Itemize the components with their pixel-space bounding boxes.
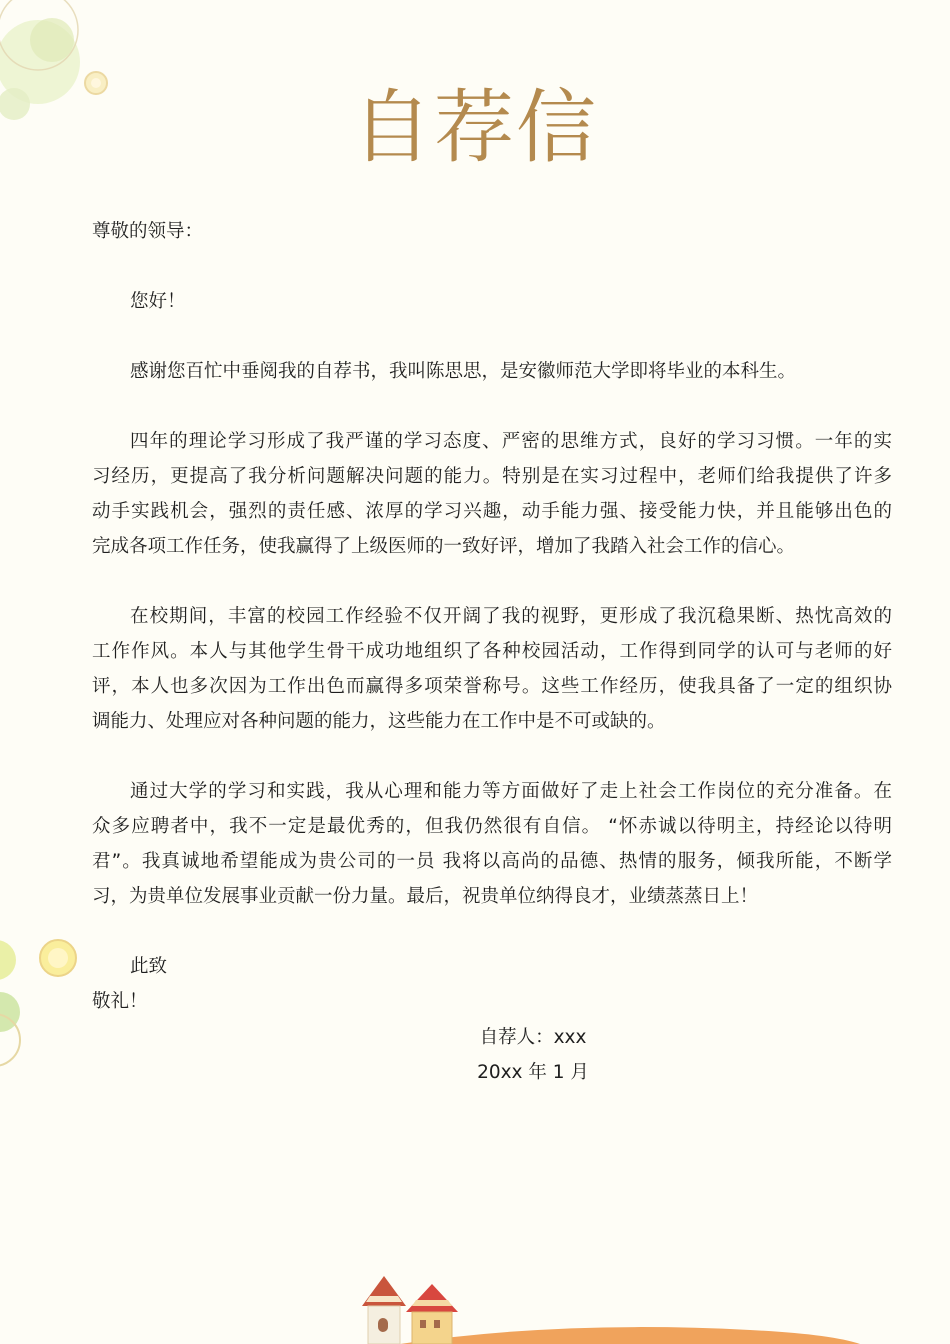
- paragraph-line: 君”。我真诚地希望能成为贵公司的一员 我将以高尚的品德、热情的服务，倾我所能，不断学: [92, 851, 892, 872]
- paragraph-line: 通过大学的学习和实践，我从心理和能力等方面做好了走上社会工作岗位的充分准备。在: [130, 781, 892, 802]
- castle-tower-icon: [362, 1276, 406, 1344]
- castle-tower-icon: [406, 1284, 458, 1344]
- closing-line-2: 敬礼！: [92, 991, 148, 1012]
- paragraph-line: 在校期间，丰富的校园工作经验不仅开阔了我的视野，更形成了我沉稳果断、热忱高效的: [130, 606, 892, 627]
- bubble-decoration: [0, 940, 16, 980]
- date: 20xx 年 1 月: [477, 1062, 589, 1083]
- signer: 自荐人：xxx: [479, 1027, 587, 1048]
- page-title: 自荐信: [352, 81, 598, 174]
- bubble-decoration: [30, 18, 74, 62]
- wave-decoration: [400, 1327, 860, 1344]
- paragraph-line: 完成各项工作任务，使我赢得了上级医师的一致好评，增加了我踏入社会工作的信心。: [92, 536, 796, 557]
- paragraph-line: 四年的理论学习形成了我严谨的学习态度、严密的思维方式，良好的学习习惯。一年的实: [130, 431, 892, 452]
- paragraph-line: 工作作风。本人与其他学生骨干成功地组织了各种校园活动，工作得到同学的认可与老师的好: [92, 641, 892, 662]
- paragraph-line: 动手实践机会，强烈的责任感、浓厚的学习兴趣，动手能力强、接受能力快，并且能够出色的: [92, 501, 892, 522]
- bubble-ring-decoration: [0, 0, 78, 70]
- greeting: 您好！: [130, 291, 186, 312]
- closing-line-1: 此致: [130, 956, 168, 977]
- bubble-decoration: [48, 948, 68, 968]
- paragraph-line: 习经历，更提高了我分析问题解决问题的能力。特别是在实习过程中，老师们给我提供了许多: [92, 466, 892, 487]
- bubble-ring-decoration: [40, 940, 76, 976]
- paragraph-line: 评，本人也多次因为工作出色而赢得多项荣誉称号。这些工作经历，使我具备了一定的组织协: [92, 676, 892, 697]
- intro-paragraph: 感谢您百忙中垂阅我的自荐书，我叫陈思思，是安徽师范大学即将毕业的本科生。: [130, 361, 797, 382]
- paragraph-line: 调能力、处理应对各种问题的能力，这些能力在工作中是不可或缺的。: [92, 711, 666, 732]
- paragraph-line: 习，为贵单位发展事业贡献一份力量。最后，祝贵单位纳得良才，业绩蒸蒸日上！: [92, 886, 759, 907]
- paragraph-line: 众多应聘者中，我不一定是最优秀的，但我仍然很有自信。 “怀赤诚以待明主，持经论以待明: [92, 816, 892, 837]
- salutation: 尊敬的领导：: [92, 221, 204, 242]
